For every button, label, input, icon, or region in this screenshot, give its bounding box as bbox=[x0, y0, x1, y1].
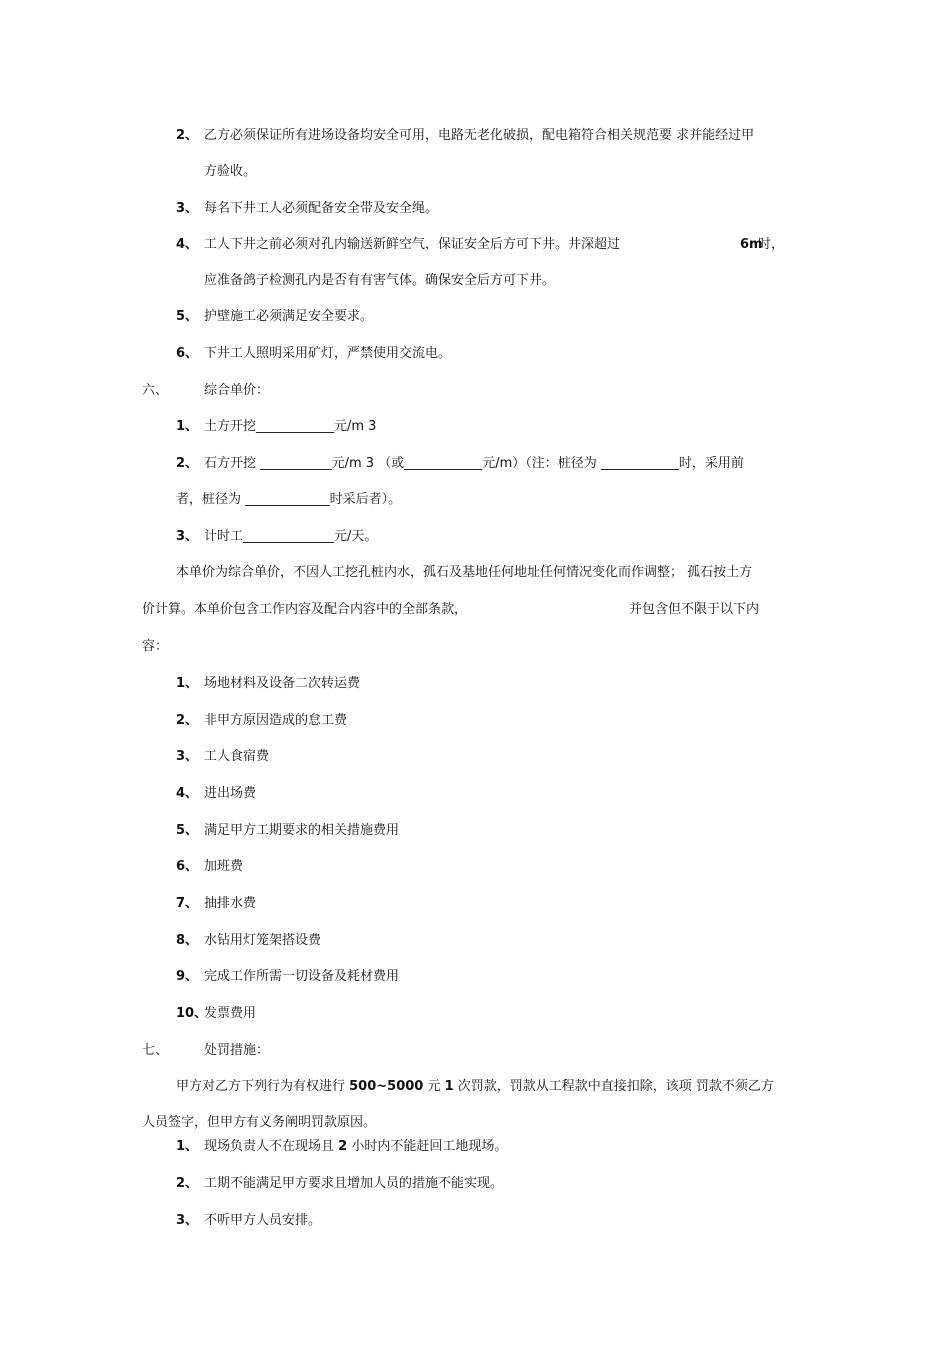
penalty-amount: 500~5000 bbox=[349, 1079, 424, 1094]
unit-price-paragraph-line1: 本单价为综合单价，不因人工挖孔桩内水，孤石及基地任何地址任何情况变化而作调整； 孤石按土方 bbox=[176, 565, 753, 580]
unit-price-paragraph-line3: 容： bbox=[142, 639, 169, 654]
list-number: 3、 bbox=[176, 529, 199, 544]
section-7-title: 处罚措施： bbox=[204, 1043, 270, 1058]
cost-item: 加班费 bbox=[204, 859, 244, 874]
cost-item: 发票费用 bbox=[204, 1006, 257, 1021]
cost-item: 抽排水费 bbox=[204, 896, 257, 911]
unit-price-paragraph-line2b: 并包含但不限于以下内 bbox=[629, 602, 760, 617]
penalty-item: 工期不能满足甲方要求且增加人员的措施不能实现。 bbox=[204, 1176, 504, 1191]
safety-item-4-line2: 应准备鸽子检测孔内是否有有害气体。确保安全后方可下井。 bbox=[204, 273, 556, 288]
section-6-title: 综合单价： bbox=[204, 383, 270, 398]
list-number: 3、 bbox=[176, 749, 199, 764]
cost-item: 水钻用灯笼架搭设费 bbox=[204, 933, 322, 948]
penalty-item bbox=[204, 1138, 507, 1156]
penalty-item: 不听甲方人员安排。 bbox=[204, 1213, 322, 1228]
safety-item-5: 护壁施工必须满足安全要求。 bbox=[204, 309, 374, 324]
safety-item-4-line1c: 时， bbox=[758, 237, 785, 252]
list-number: 3、 bbox=[176, 201, 199, 216]
cost-item: 完成工作所需一切设备及耗材费用 bbox=[204, 969, 400, 984]
list-number: 3、 bbox=[176, 1213, 199, 1228]
cost-item: 满足甲方工期要求的相关措施费用 bbox=[204, 823, 400, 838]
cost-item: 工人食宿费 bbox=[204, 749, 270, 764]
cost-item: 非甲方原因造成的怠工费 bbox=[204, 713, 348, 728]
list-number: 10、 bbox=[176, 1006, 208, 1021]
price-hourly-work: 计时工______________元/天。 bbox=[204, 529, 378, 544]
price-earthwork: 土方开挖____________元/m 3 bbox=[204, 419, 377, 434]
list-number: 5、 bbox=[176, 309, 199, 324]
penalty-item-hours: 2 bbox=[338, 1139, 348, 1154]
section-7-number: 七、 bbox=[142, 1043, 169, 1058]
safety-item-2-line1: 乙方必须保证所有进场设备均安全可用，电路无老化破损，配电箱符合相关规范要 求并能经过甲 bbox=[204, 128, 755, 143]
penalty-item-text: 现场负责人不在现场且 bbox=[204, 1139, 339, 1154]
list-number: 1、 bbox=[176, 419, 199, 434]
list-number: 2、 bbox=[176, 713, 199, 728]
list-number: 2、 bbox=[176, 456, 199, 471]
list-number: 4、 bbox=[176, 237, 199, 252]
safety-item-3: 每名下井工人必须配备安全带及安全绳。 bbox=[204, 201, 439, 216]
section-6-number: 六、 bbox=[142, 383, 169, 398]
list-number: 2、 bbox=[176, 128, 199, 143]
cost-item: 进出场费 bbox=[204, 786, 257, 801]
unit-price-paragraph-line2a: 价计算。本单价包含工作内容及配合内容中的全部条款， bbox=[142, 602, 468, 617]
penalty-text: 甲方对乙方下列行为有权进行 bbox=[176, 1079, 350, 1094]
list-number: 7、 bbox=[176, 896, 199, 911]
penalty-item-text: 小时内不能赶回工地现场。 bbox=[347, 1139, 508, 1154]
safety-item-4-line1a: 工人下井之前必须对孔内输送新鲜空气，保证安全后方可下井。井深超过 bbox=[204, 237, 621, 252]
list-number: 1、 bbox=[176, 676, 199, 691]
penalty-count: 1 bbox=[444, 1079, 454, 1094]
penalty-paragraph-line2: 人员签字，但甲方有义务阐明罚款原因。 bbox=[142, 1115, 377, 1130]
penalty-text: 元 bbox=[423, 1079, 445, 1094]
list-number: 1、 bbox=[176, 1139, 199, 1154]
list-number: 8、 bbox=[176, 933, 199, 948]
price-rockwork-line2: 者，桩径为 _____________时采后者）。 bbox=[176, 492, 402, 507]
penalty-text: 次罚款，罚款从工程款中直接扣除，该项 罚款不须乙方 bbox=[453, 1079, 774, 1094]
penalty-paragraph-line1 bbox=[176, 1078, 774, 1096]
list-number: 6、 bbox=[176, 346, 199, 361]
cost-item: 场地材料及设备二次转运费 bbox=[204, 676, 361, 691]
list-number: 5、 bbox=[176, 823, 199, 838]
list-number: 6、 bbox=[176, 859, 199, 874]
list-number: 4、 bbox=[176, 786, 199, 801]
safety-item-2-line2: 方验收。 bbox=[204, 164, 257, 179]
price-rockwork-line1: 石方开挖 ___________元/m 3 （或____________元/m）（注：桩径为 ____________时，采用前 bbox=[204, 456, 744, 471]
safety-item-4-depth: 6m bbox=[740, 237, 763, 252]
safety-item-6: 下井工人照明采用矿灯，严禁使用交流电。 bbox=[204, 346, 452, 361]
list-number: 2、 bbox=[176, 1176, 199, 1191]
list-number: 9、 bbox=[176, 969, 199, 984]
